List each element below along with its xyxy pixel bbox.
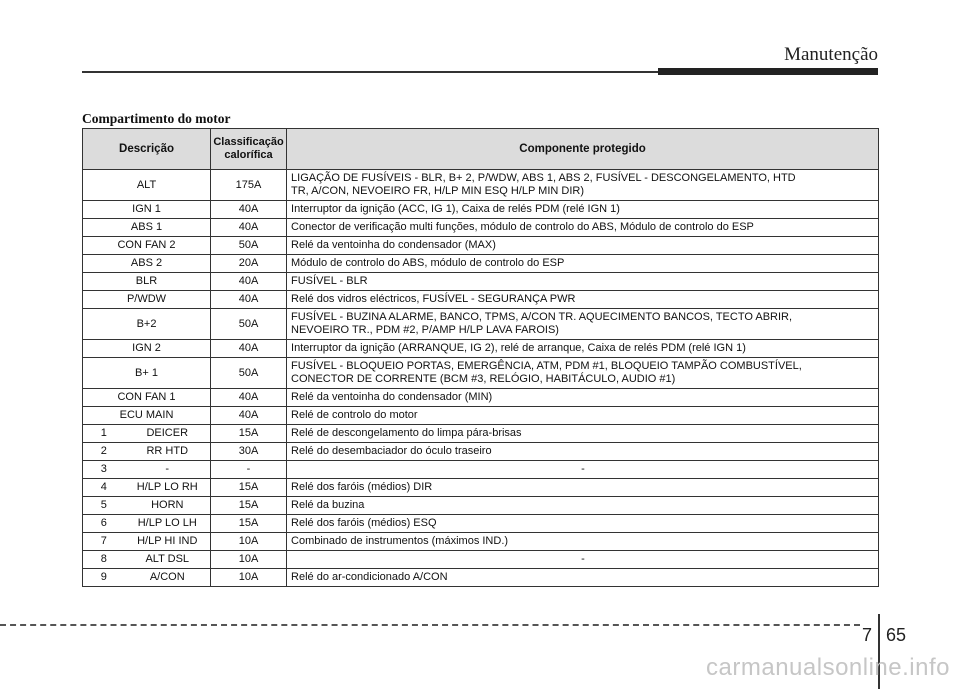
component-line: Interruptor da ignição (ACC, IG 1), Caixa de relés PDM (relé IGN 1) [291,203,620,215]
fuse-name: CON FAN 1 [83,389,211,407]
fuse-name: ALT DSL [125,551,211,569]
fuse-name: DEICER [125,425,211,443]
component-line: - [581,463,585,475]
protected-component [287,407,879,425]
footer-rule [0,624,860,626]
protected-component [287,358,879,389]
component-line: Conector de verificação multi funções, módulo de controlo do ABS, Módulo de controlo do ESP [291,221,754,233]
table-row [83,443,879,461]
fuse-number: 9 [83,569,125,587]
fuse-rating: 40A [211,201,287,219]
fuse-name: IGN 1 [83,201,211,219]
chapter-number: 7 [861,625,872,645]
fuse-number: 8 [83,551,125,569]
fuse-rating: 10A [211,533,287,551]
protected-component [287,273,879,291]
fuse-number: 4 [83,479,125,497]
component-line: Relé do ar-condicionado A/CON [291,571,448,583]
component-line: Relé de descongelamento do limpa pára-brisas [291,427,522,439]
fuse-rating: 40A [211,389,287,407]
table-row [83,219,879,237]
fuse-rating: 15A [211,425,287,443]
table-row [83,309,879,340]
section-title: Compartimento do motor [82,111,231,126]
component-line: Módulo de controlo do ABS, módulo de controlo do ESP [291,257,565,269]
fuse-rating: 30A [211,443,287,461]
protected-component [287,340,879,358]
fuse-rating: 40A [211,219,287,237]
protected-component [287,569,879,587]
protected-component [287,515,879,533]
protected-component [287,497,879,515]
fuse-rating: 10A [211,569,287,587]
fuse-name: ABS 1 [83,219,211,237]
component-line: Relé dos faróis (médios) DIR [291,481,433,493]
table-row [83,358,879,389]
fuse-number: 1 [83,425,125,443]
fuse-rating: 40A [211,407,287,425]
table-row [83,533,879,551]
component-line: FUSÍVEL - BLR [291,275,368,287]
protected-component [287,533,879,551]
protected-component [287,237,879,255]
table-row [83,340,879,358]
fuse-name: ECU MAIN [83,407,211,425]
component-line: Interruptor da ignição (ARRANQUE, IG 2), relé de arranque, Caixa de relés PDM (relé IGN 1) [291,342,746,354]
fuse-name: HORN [125,497,211,515]
fuse-table [82,128,879,587]
table-row [83,201,879,219]
table-row [83,515,879,533]
protected-component [287,461,879,479]
table-row [83,425,879,443]
component-line: Relé do desembaciador do óculo traseiro [291,445,492,457]
fuse-rating: 20A [211,255,287,273]
component-line: LIGAÇÃO DE FUSÍVEIS - BLR, B+ 2, P/WDW, ABS 1, ABS 2, FUSÍVEL - DESCONGELAMENTO, HTD [291,172,796,184]
component-line: CONECTOR DE CORRENTE (BCM #3, RELÓGIO, HABITÁCULO, AUDIO #1) [291,373,676,385]
component-line: Combinado de instrumentos (máximos IND.) [291,535,509,547]
fuse-name: A/CON [125,569,211,587]
table-row [83,497,879,515]
fuse-number: 2 [83,443,125,461]
fuse-rating: 15A [211,497,287,515]
component-line: TR, A/CON, NEVOEIRO FR, H/LP MIN ESQ H/LP MIN DIR) [291,185,584,197]
fuse-rating: 15A [211,479,287,497]
fuse-rating: 50A [211,237,287,255]
watermark: carmanualsonline.info [706,654,950,681]
fuse-rating: 15A [211,515,287,533]
component-line: FUSÍVEL - BUZINA ALARME, BANCO, TPMS, A/CON TR. AQUECIMENTO BANCOS, TECTO ABRIR, [291,311,793,323]
table-row [83,273,879,291]
fuse-rating: 40A [211,273,287,291]
component-line: Relé dos vidros eléctricos, FUSÍVEL - SEGURANÇA PWR [291,293,576,305]
component-line: - [581,553,585,565]
protected-component [287,201,879,219]
protected-component [287,389,879,407]
component-line: Relé da ventoinha do condensador (MIN) [291,391,493,403]
header-rule [82,71,658,73]
page-number: 65 [886,625,907,645]
header-description: Descrição [83,129,211,170]
fuse-name: B+2 [83,309,211,340]
fuse-name: CON FAN 2 [83,237,211,255]
fuse-name: BLR [83,273,211,291]
fuse-name: P/WDW [83,291,211,309]
header-rating-line2: calorífica [224,149,273,161]
fuse-rating: 175A [211,170,287,201]
protected-component [287,479,879,497]
table-row [83,407,879,425]
fuse-number: 7 [83,533,125,551]
component-line: Relé da ventoinha do condensador (MAX) [291,239,496,251]
fuse-name: H/LP LO RH [125,479,211,497]
table-row [83,389,879,407]
fuse-name: H/LP HI IND [125,533,211,551]
fuse-name: B+ 1 [83,358,211,389]
table-row [83,237,879,255]
protected-component [287,551,879,569]
fuse-rating: 50A [211,309,287,340]
fuse-name: IGN 2 [83,340,211,358]
table-row [83,461,879,479]
fuse-number: 3 [83,461,125,479]
protected-component [287,291,879,309]
fuse-table-body [83,170,879,587]
protected-component [287,255,879,273]
fuse-rating: 40A [211,291,287,309]
fuse-name: - [125,461,211,479]
component-line: NEVOEIRO TR., PDM #2, P/AMP H/LP LAVA FAROIS) [291,324,559,336]
fuse-name: H/LP LO LH [125,515,211,533]
fuse-name: ALT [83,170,211,201]
header-component: Componente protegido [287,129,879,170]
component-line: Relé da buzina [291,499,365,511]
table-row [83,255,879,273]
fuse-rating: 40A [211,340,287,358]
table-row [83,551,879,569]
fuse-rating: - [211,461,287,479]
table-row [83,569,879,587]
protected-component [287,425,879,443]
header-rating-line1: Classificação [213,136,284,148]
table-row [83,479,879,497]
component-line: FUSÍVEL - BLOQUEIO PORTAS, EMERGÊNCIA, ATM, PDM #1, BLOQUEIO TAMPÃO COMBUSTÍVEL, [291,360,802,372]
protected-component [287,443,879,461]
fuse-name: RR HTD [125,443,211,461]
fuse-rating: 10A [211,551,287,569]
table-row [83,170,879,201]
component-line: Relé dos faróis (médios) ESQ [291,517,437,529]
header-rule-accent [658,68,878,75]
protected-component [287,170,879,201]
fuse-rating: 50A [211,358,287,389]
fuse-name: ABS 2 [83,255,211,273]
component-line: Relé de controlo do motor [291,409,418,421]
header-rating [211,129,287,170]
table-header-row [83,129,879,170]
fuse-number: 6 [83,515,125,533]
chapter-title: Manutenção [784,44,878,65]
fuse-number: 5 [83,497,125,515]
protected-component [287,309,879,340]
table-row [83,291,879,309]
protected-component [287,219,879,237]
